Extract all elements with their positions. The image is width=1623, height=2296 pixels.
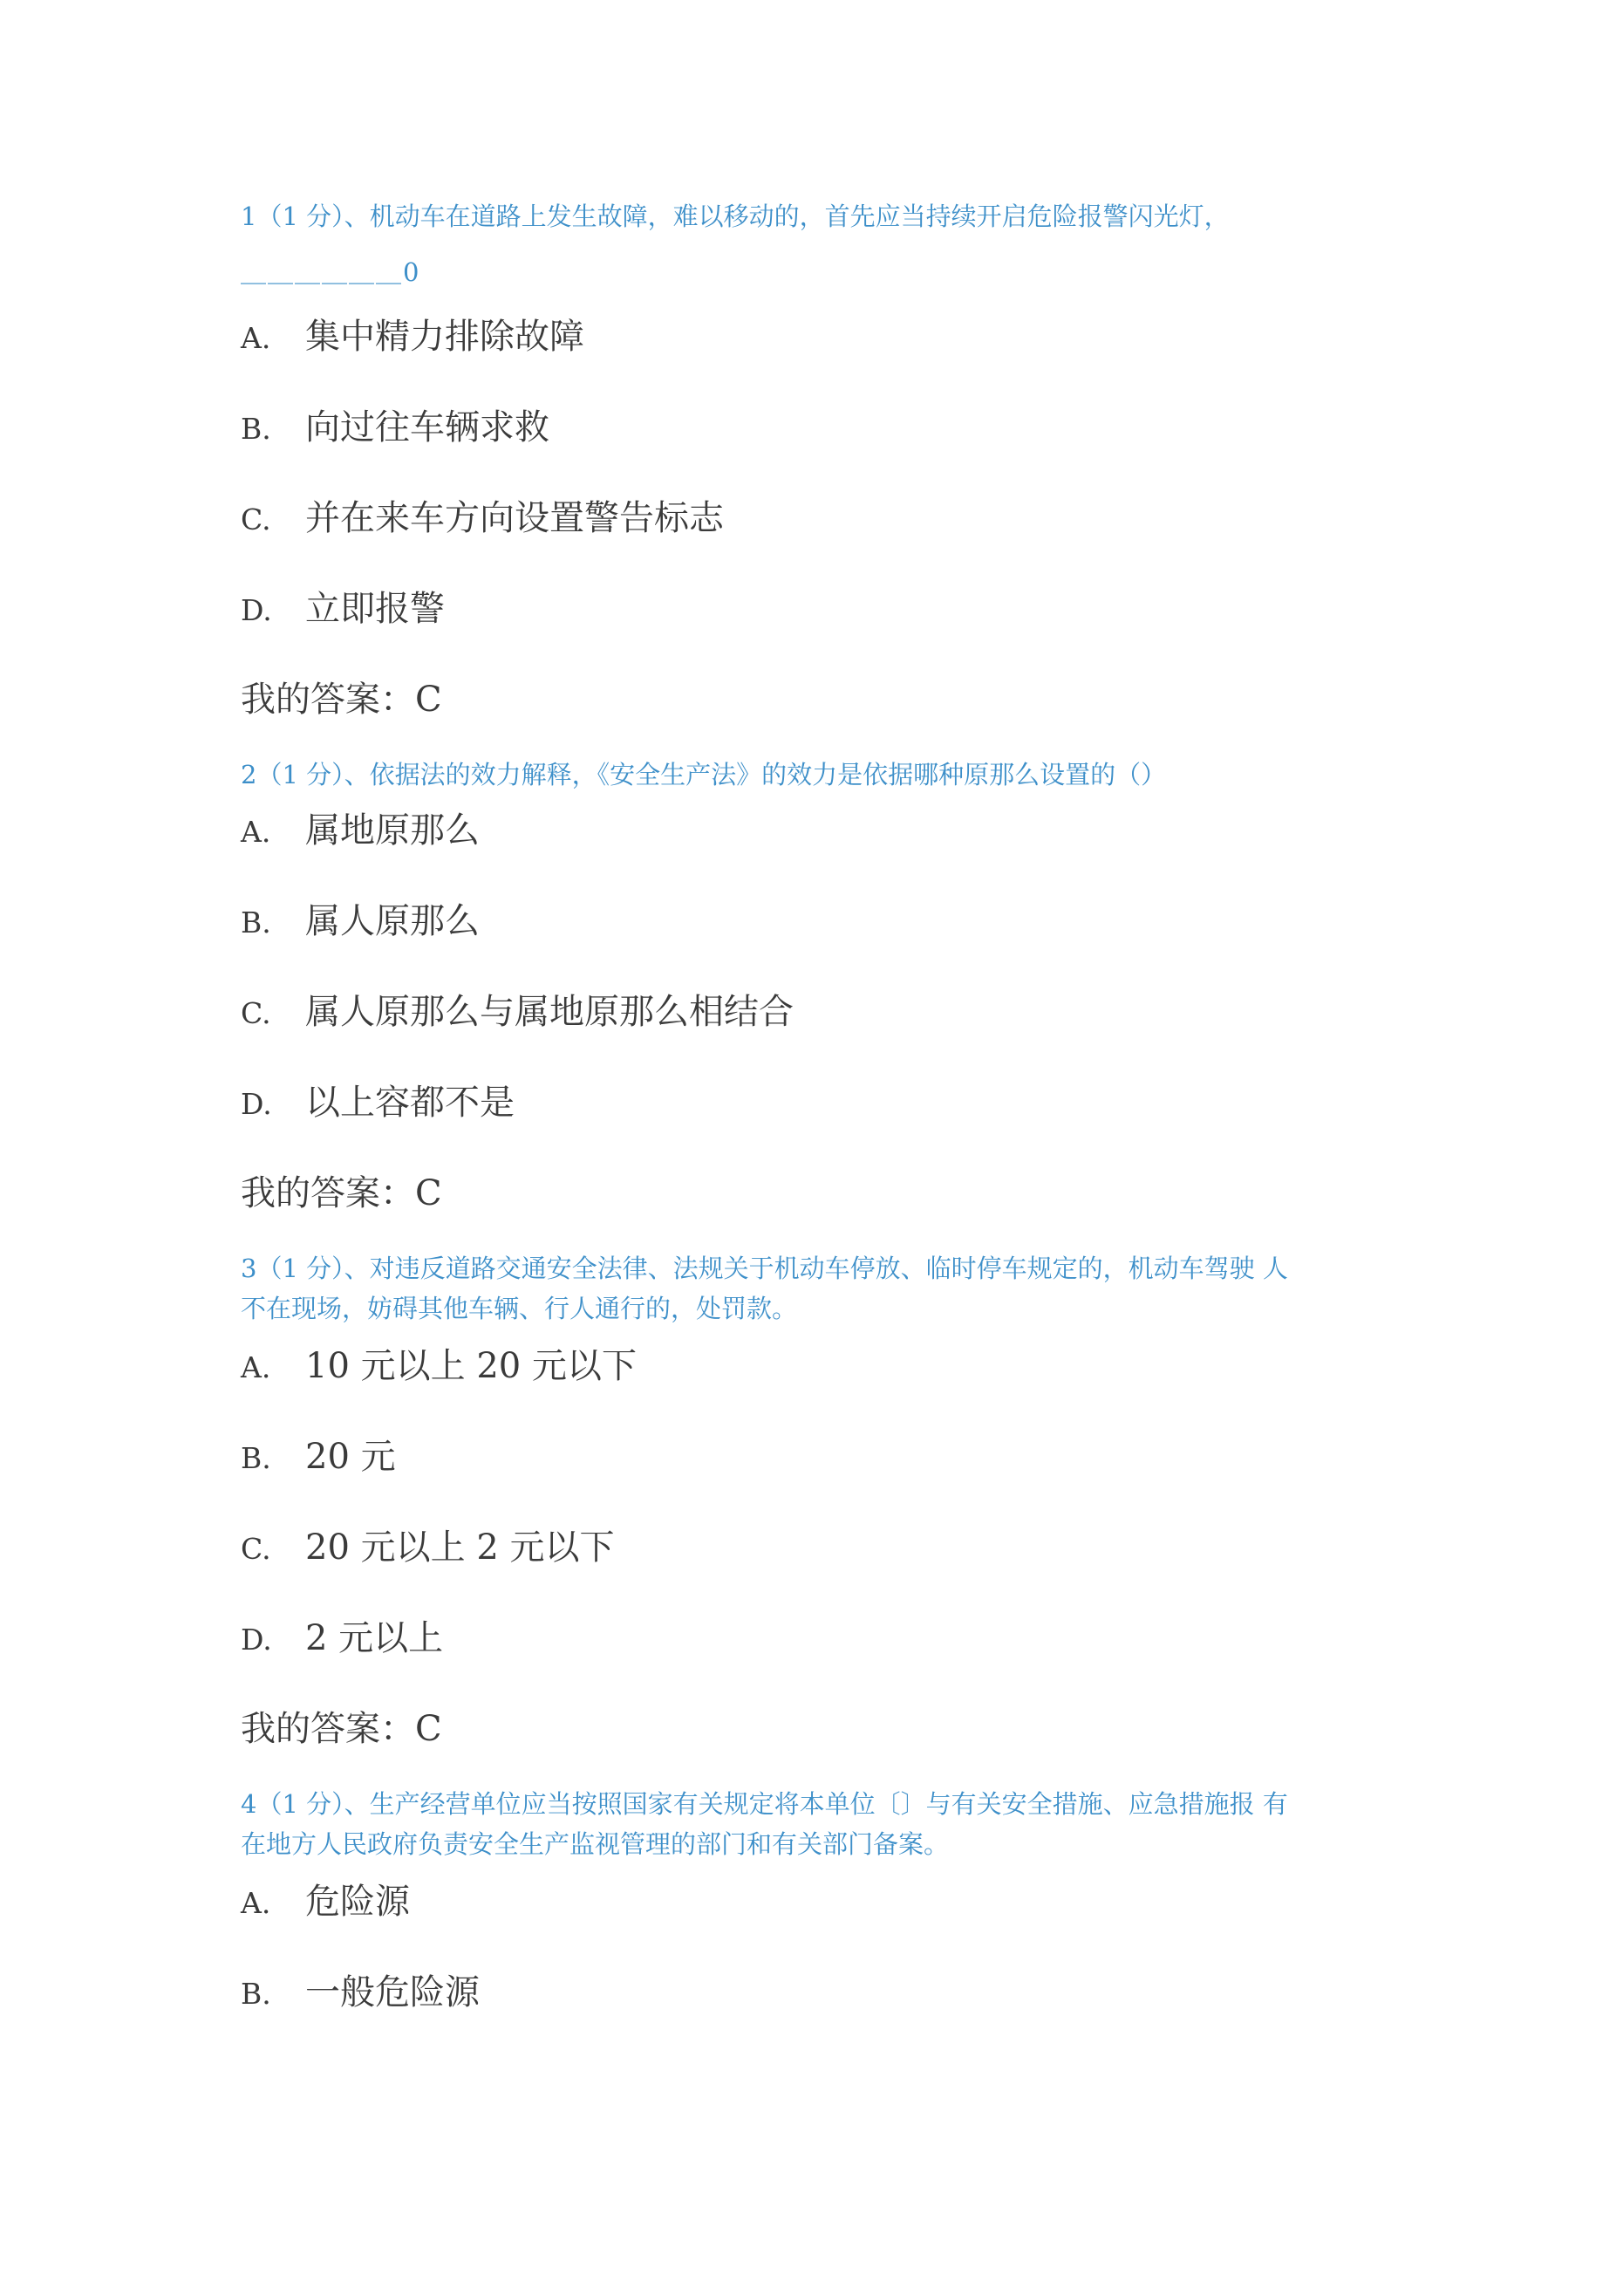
question-2-option-a bbox=[241, 808, 480, 855]
option-text: 20 元以上 2 元以下 bbox=[305, 1527, 615, 1568]
question-2-text: 2（1 分）、依据法的效力解释，《安全生产法》的效力是依据哪种原那么设置的（） bbox=[241, 760, 1167, 789]
option-letter: D. bbox=[241, 593, 272, 627]
option-letter: D. bbox=[241, 1087, 272, 1121]
question-3-option-d bbox=[241, 1616, 443, 1663]
question-4-option-b bbox=[241, 1970, 480, 2017]
option-text: 10 元以上 20 元以下 bbox=[305, 1346, 637, 1386]
option-text: 立即报警 bbox=[305, 589, 445, 629]
option-letter: A. bbox=[241, 815, 271, 849]
option-text: 属地原那么 bbox=[305, 810, 480, 851]
option-text: 属人原那么 bbox=[305, 901, 480, 941]
option-letter: A. bbox=[241, 1886, 271, 1920]
question-1-option-c bbox=[241, 495, 724, 543]
question-1-option-b bbox=[241, 405, 549, 452]
question-2-option-b bbox=[241, 899, 480, 946]
option-text: 2 元以上 bbox=[305, 1618, 444, 1658]
option-text: 一般危险源 bbox=[305, 1972, 480, 2012]
question-3-option-a bbox=[241, 1343, 637, 1391]
option-letter: C. bbox=[241, 996, 271, 1030]
option-text: 向过往车辆求救 bbox=[305, 407, 549, 448]
question-1-text: 1（1 分）、机动车在道路上发生故障，难以移动的，首先应当持续开启危险报警闪光灯， bbox=[241, 202, 1230, 231]
question-1-option-a bbox=[241, 314, 584, 361]
question-4-text-line2: 在地方人民政府负责安全生产监视管理的部门和有关部门备案。 bbox=[241, 1829, 950, 1859]
question-3-option-b bbox=[241, 1434, 396, 1481]
option-letter: B. bbox=[241, 905, 271, 940]
option-text: 危险源 bbox=[305, 1882, 410, 1922]
question-1-option-d bbox=[241, 586, 445, 633]
question-2-option-c bbox=[241, 989, 794, 1036]
question-4-text: 4（1 分）、生产经营单位应当按照国家有关规定将本单位〔〕与有关安全措施、应急措施报 有 bbox=[241, 1789, 1288, 1819]
question-4-option-a bbox=[241, 1879, 410, 1926]
question-3-answer: 我的答案：C bbox=[241, 1709, 442, 1749]
question-3-text: 3（1 分）、对违反道路交通安全法律、法规关于机动车停放、临时停车规定的，机动车驾驶 人 bbox=[241, 1254, 1288, 1283]
option-text: 20 元 bbox=[305, 1437, 396, 1477]
question-1-blank: ＿＿＿＿＿＿0 bbox=[241, 257, 421, 287]
question-3-option-c bbox=[241, 1525, 615, 1572]
option-letter: C. bbox=[241, 1532, 271, 1566]
question-2-option-d bbox=[241, 1080, 515, 1127]
option-letter: A. bbox=[241, 321, 271, 355]
option-text: 集中精力排除故障 bbox=[305, 317, 584, 357]
option-letter: B. bbox=[241, 412, 271, 446]
option-letter: C. bbox=[241, 502, 271, 536]
option-text: 以上容都不是 bbox=[305, 1083, 515, 1123]
option-letter: A. bbox=[241, 1350, 271, 1384]
option-text: 属人原那么与属地原那么相结合 bbox=[305, 992, 794, 1032]
question-3-text-line2: 不在现场，妨碍其他车辆、行人通行的，处罚款。 bbox=[241, 1294, 798, 1323]
option-letter: B. bbox=[241, 1977, 271, 2011]
question-2-answer: 我的答案：C bbox=[241, 1173, 442, 1213]
option-letter: B. bbox=[241, 1441, 271, 1475]
option-text: 并在来车方向设置警告标志 bbox=[305, 498, 724, 538]
option-letter: D. bbox=[241, 1623, 272, 1657]
question-1-answer: 我的答案：C bbox=[241, 680, 442, 720]
